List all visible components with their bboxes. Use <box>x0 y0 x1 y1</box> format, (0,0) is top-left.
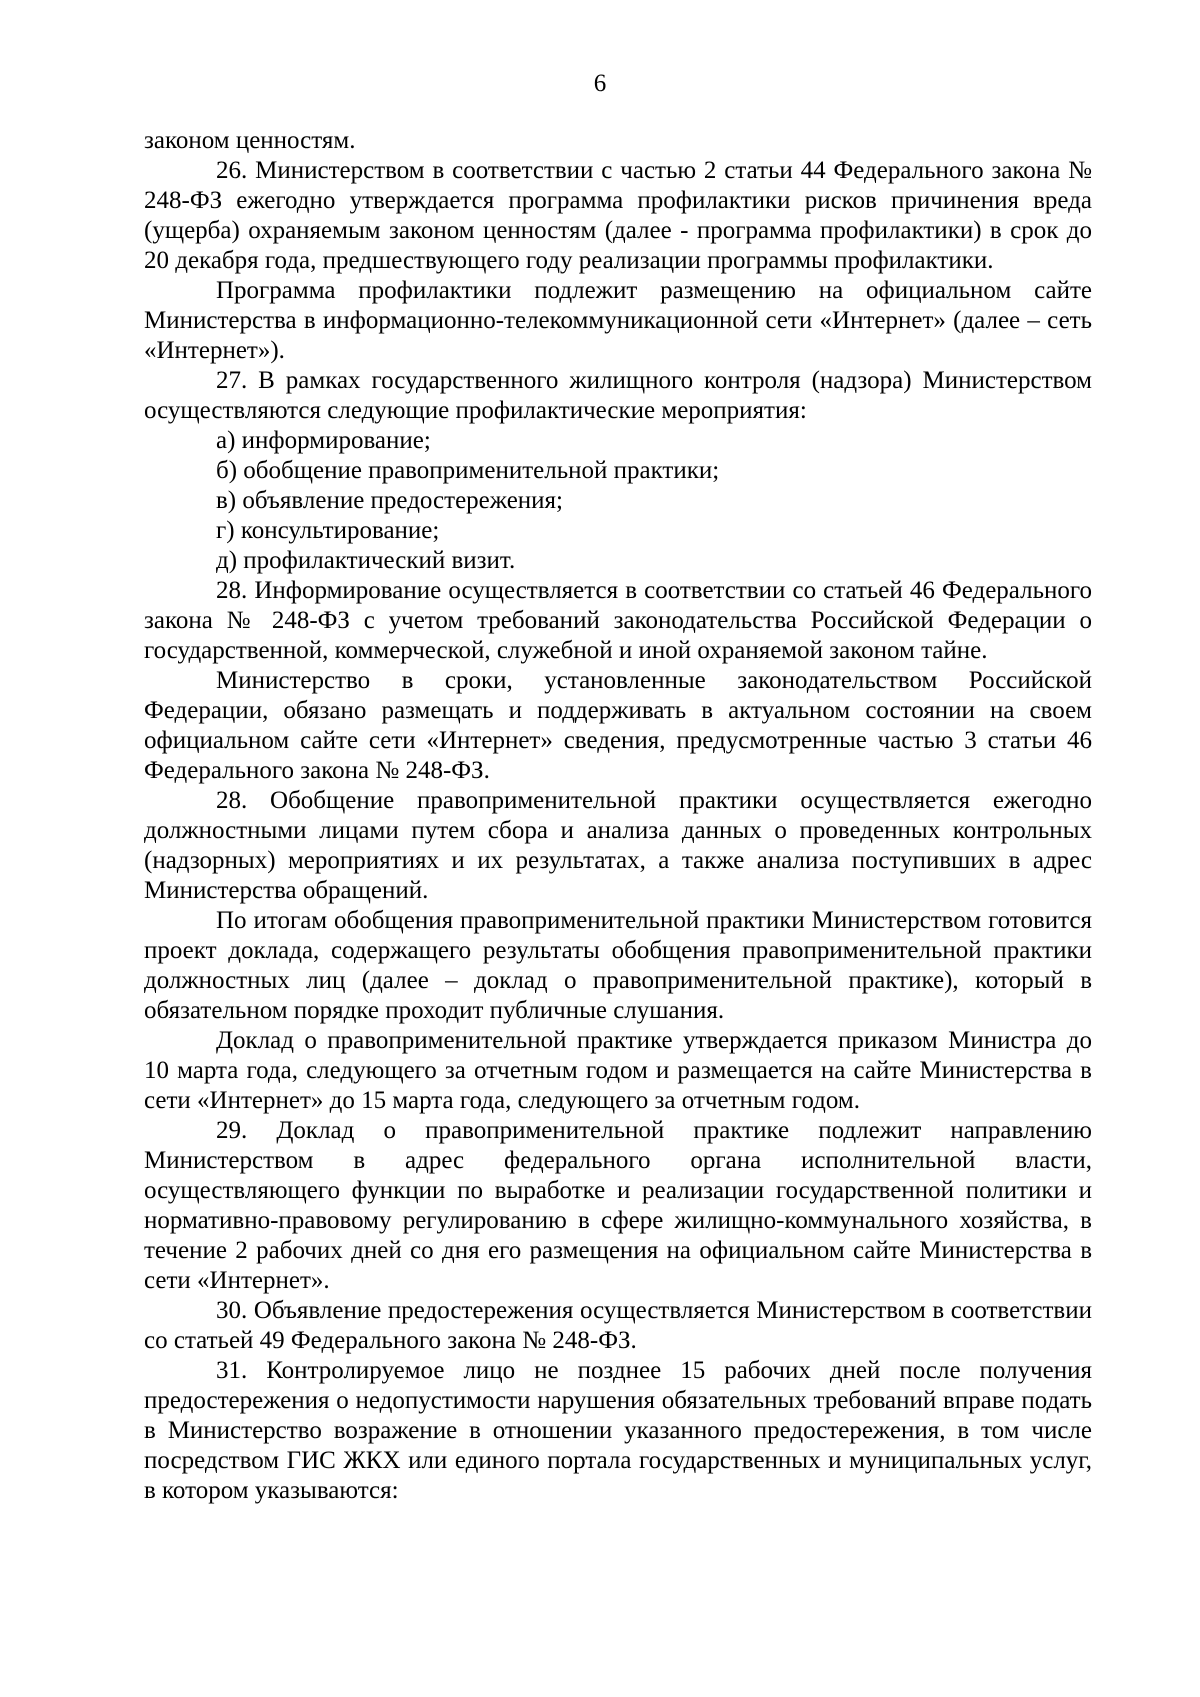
document-body <box>144 126 1092 1506</box>
paragraph-28-generalization: 28. Обобщение правоприменительной практики осуществляется ежегодно должностными лицами путем сбора и анализа данных о проведенных контрольных (надзорных) мероприятиях и их результатах, а также анализа поступивших в адрес Министерства обращений. <box>144 787 1092 904</box>
paragraph-30: 30. Объявление предостережения осуществляется Министерством в соответствии со статьей 49 Федерального закона № 248-ФЗ. <box>144 1297 1092 1354</box>
paragraph-28-report-draft: По итогам обобщения правоприменительной практики Министерством готовится проект доклада, содержащего результаты обобщения правоприменительной практики должностных лиц (далее – доклад о правоприменительной практике), который в обязательном порядке проходит публичные слушания. <box>144 907 1092 1024</box>
list-item-v: в) объявление предостережения; <box>216 487 563 514</box>
list-item-d: д) профилактический визит. <box>216 547 516 574</box>
paragraph-continuation: законом ценностям. <box>144 127 356 154</box>
list-item-g: г) консультирование; <box>216 517 440 544</box>
paragraph-27: 27. В рамках государственного жилищного контроля (надзора) Министерством осуществляются следующие профилактические мероприятия: <box>144 367 1092 424</box>
paragraph-26: 26. Министерством в соответствии с частью 2 статьи 44 Федерального закона № 248-ФЗ ежегодно утверждается программа профилактики рисков причинения вреда (ущерба) охраняемым законом ценностям (далее - программа профилактики) в срок до 20 декабря года, предшествующего году реализации программы профилактики. <box>144 157 1092 274</box>
paragraph-29: 29. Доклад о правоприменительной практике подлежит направлению Министерством в адрес федерального органа исполнительной власти, осуществляющего функции по выработке и реализации государственной политики и нормативно-правовому регулированию в сфере жилищно-коммунального хозяйства, в течение 2 рабочих дней со дня его размещения на официальном сайте Министерства в сети «Интернет». <box>144 1117 1092 1294</box>
paragraph-31: 31. Контролируемое лицо не позднее 15 рабочих дней после получения предостережения о недопустимости нарушения обязательных требований вправе подать в Министерство возражение в отношении указанного предостережения, в том числе посредством ГИС ЖКХ или единого портала государственных и муниципальных услуг, в котором указываются: <box>144 1357 1092 1504</box>
list-item-b: б) обобщение правоприменительной практики; <box>216 457 720 484</box>
list-item-a: а) информирование; <box>216 427 431 454</box>
paragraph-28-report-approval: Доклад о правоприменительной практике утверждается приказом Министра до 10 марта года, следующего за отчетным годом и размещается на сайте Министерства в сети «Интернет» до 15 марта года, следующего за отчетным годом. <box>144 1027 1092 1114</box>
paragraph-28-ministry-duties: Министерство в сроки, установленные законодательством Российской Федерации, обязано размещать и поддерживать в актуальном состоянии на своем официальном сайте сети «Интернет» сведения, предусмотренные частью 3 статьи 46 Федерального закона № 248-ФЗ. <box>144 667 1092 784</box>
paragraph-26-publication: Программа профилактики подлежит размещению на официальном сайте Министерства в информационно-телекоммуникационной сети «Интернет» (далее – сеть «Интернет»). <box>144 277 1092 364</box>
page-number: 6 <box>593 70 607 97</box>
paragraph-28-informing: 28. Информирование осуществляется в соответствии со статьей 46 Федерального закона № 248-ФЗ с учетом требований законодательства Российской Федерации о государственной, коммерческой, служебной и иной охраняемой законом тайне. <box>144 577 1092 664</box>
